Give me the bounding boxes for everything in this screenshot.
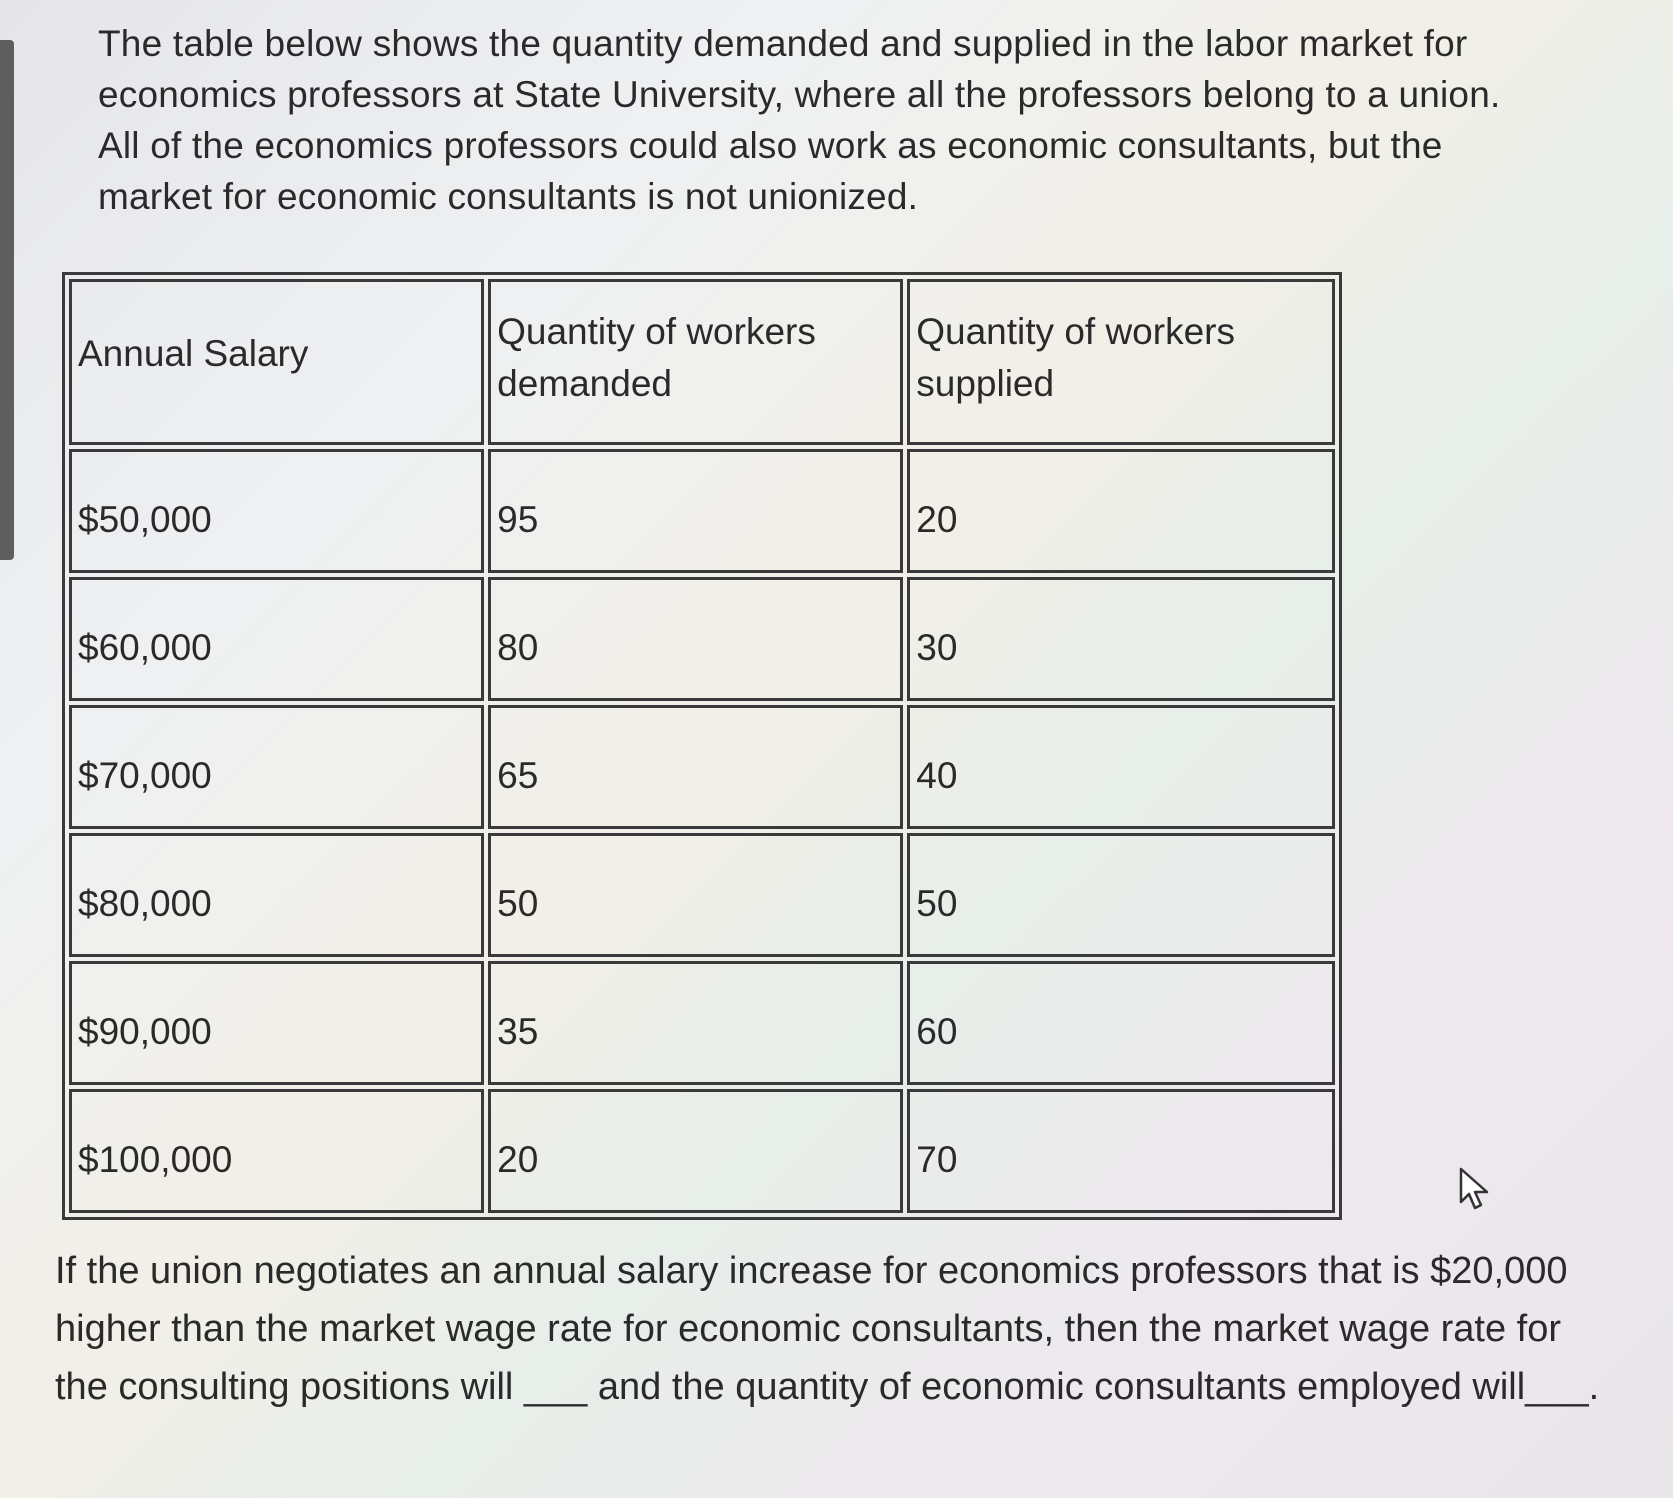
supplied-cell: 70 — [907, 1089, 1335, 1213]
supplied-cell: 30 — [907, 577, 1335, 701]
demanded-cell: 95 — [488, 449, 903, 573]
demanded-cell: 35 — [488, 961, 903, 1085]
supplied-cell: 20 — [907, 449, 1335, 573]
window-edge — [0, 40, 14, 560]
table-row — [69, 833, 1335, 957]
supplied-cell: 40 — [907, 705, 1335, 829]
table-row — [69, 1089, 1335, 1213]
table-row — [69, 961, 1335, 1085]
header-annual-salary: Annual Salary — [69, 279, 484, 445]
supplied-cell: 50 — [907, 833, 1335, 957]
salary-cell: $70,000 — [69, 705, 484, 829]
supplied-cell: 60 — [907, 961, 1335, 1085]
demanded-cell: 20 — [488, 1089, 903, 1213]
question-paragraph: If the union negotiates an annual salary increase for economics professors that is $20,000 higher than the market wage rate for economic consultants, then the market wage rate for the consulting positions will ___ and the quantity of economic consultants employed will___. — [55, 1250, 1600, 1408]
demanded-cell: 65 — [488, 705, 903, 829]
salary-cell: $50,000 — [69, 449, 484, 573]
table-header-row — [69, 279, 1335, 445]
demanded-cell: 50 — [488, 833, 903, 957]
mouse-pointer-icon — [1458, 1166, 1492, 1212]
labor-market-table — [62, 272, 1342, 1220]
header-quantity-demanded: Quantity of workers demanded — [488, 279, 903, 445]
salary-cell: $90,000 — [69, 961, 484, 1085]
salary-cell: $100,000 — [69, 1089, 484, 1213]
table-row — [69, 577, 1335, 701]
table-row — [69, 449, 1335, 573]
intro-paragraph: The table below shows the quantity demanded and supplied in the labor market for economics professors at State University, where all the professors belong to a union. All of the economics professors could also work as economic consultants, but the market for economic consultants is not unionized. — [98, 23, 1501, 217]
header-quantity-supplied: Quantity of workers supplied — [907, 279, 1335, 445]
salary-cell: $80,000 — [69, 833, 484, 957]
salary-cell: $60,000 — [69, 577, 484, 701]
table-row — [69, 705, 1335, 829]
demanded-cell: 80 — [488, 577, 903, 701]
